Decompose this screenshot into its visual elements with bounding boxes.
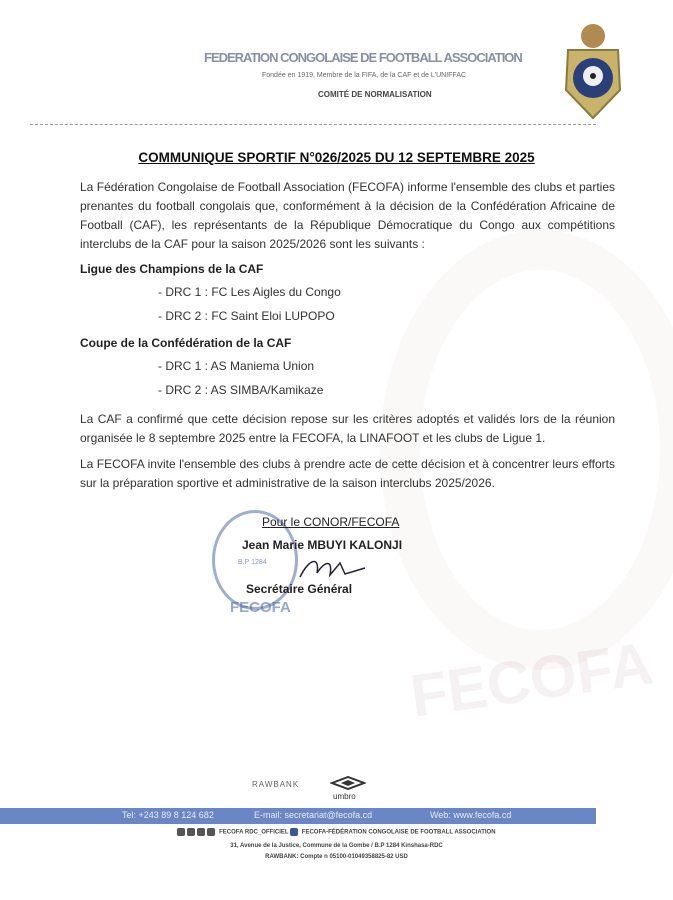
footer-account: RAWBANK: Compte n 05100-01049358825-82 USD — [265, 854, 408, 860]
signature-for: Pour le CONOR/FECOFA — [262, 515, 400, 529]
list-item: - DRC 1 : AS Maniema Union — [158, 359, 315, 373]
facebook-icon — [290, 828, 298, 836]
document-body — [80, 178, 615, 635]
section-heading: Coupe de la Confédération de la CAF — [80, 336, 292, 350]
intro-paragraph: La Fédération Congolaise de Football Association (FECOFA) informe l'ensemble des clubs et parties prenantes du football congolais que, conformément à la décision de la Confédération Africaine de Football (CAF), les représentants de la République Démocratique du Congo aux compétitions interclubs de la CAF pour la saison 2025/2026 sont les suivants : — [80, 180, 615, 251]
committee-label: COMITÉ DE NORMALISATION — [318, 90, 432, 99]
list-item: - DRC 2 : AS SIMBA/Kamikaze — [158, 383, 324, 397]
stamp-text: FECOFA — [230, 599, 291, 616]
contact-bar — [0, 808, 596, 824]
signatory-role: Secrétaire Général — [246, 582, 353, 596]
signature-block — [80, 515, 615, 635]
paragraph-invitation: La FECOFA invite l'ensemble des clubs à prendre acte de cette décision et à concentrer leurs efforts sur la préparation sportive et administrative de la saison interclubs 2025/2026. — [80, 457, 615, 490]
document-title: COMMUNIQUE SPORTIF N°026/2025 DU 12 SEPTEMBRE 2025 — [138, 150, 535, 165]
watermark-text: FECOFA — [406, 629, 657, 730]
twitter-icon — [197, 828, 205, 836]
footer-email: E-mail: secretariat@fecofa.cd — [254, 810, 373, 820]
section-heading: Ligue des Champions de la CAF — [80, 262, 264, 276]
rawbank-logo: RAWBANK — [252, 780, 300, 789]
fecofa-crest-logo — [560, 20, 626, 120]
facebook-page: FECOFA-FÉDÉRATION CONGOLAISE DE FOOTBALL ASSOCIATION — [301, 829, 496, 836]
signatory-name: Jean Marie MBUYI KALONJI — [242, 538, 403, 552]
list-item: - DRC 2 : FC Saint Eloi LUPOPO — [158, 309, 335, 323]
handwritten-signature — [295, 555, 375, 581]
tiktok-icon — [207, 828, 215, 836]
footer-address: 31, Avenue de la Justice, Commune de la Gombe / B.P 1284 Kinshasa-RDC — [230, 843, 443, 849]
umbro-label: umbro — [333, 792, 356, 801]
footer-tel: Tel: +243 89 8 124 682 — [122, 810, 214, 820]
list-item: - DRC 1 : FC Les Aigles du Congo — [158, 285, 341, 299]
org-name: FEDERATION CONGOLAISE DE FOOTBALL ASSOCIATION — [204, 50, 522, 65]
youtube-icon — [187, 828, 195, 836]
umbro-logo-icon — [330, 776, 366, 790]
stamp-bp: B.P 1284 — [238, 559, 267, 566]
social-links — [0, 828, 673, 836]
org-subtitle: Fondée en 1919, Membre de la FIFA, de la CAF et de L'UNIFFAC — [262, 72, 467, 79]
instagram-icon — [177, 828, 185, 836]
paragraph-caf-decision: La CAF a confirmé que cette décision repose sur les critères adoptés et validés lors de la réunion organisée le 8 septembre 2025 entre la FECOFA, la LINAFOOT et les clubs de Ligue 1. — [80, 412, 615, 445]
footer-web: Web: www.fecofa.cd — [430, 810, 512, 820]
social-handle: FECOFA RDC_OFFICIEL — [219, 829, 289, 836]
header-divider — [30, 124, 596, 125]
